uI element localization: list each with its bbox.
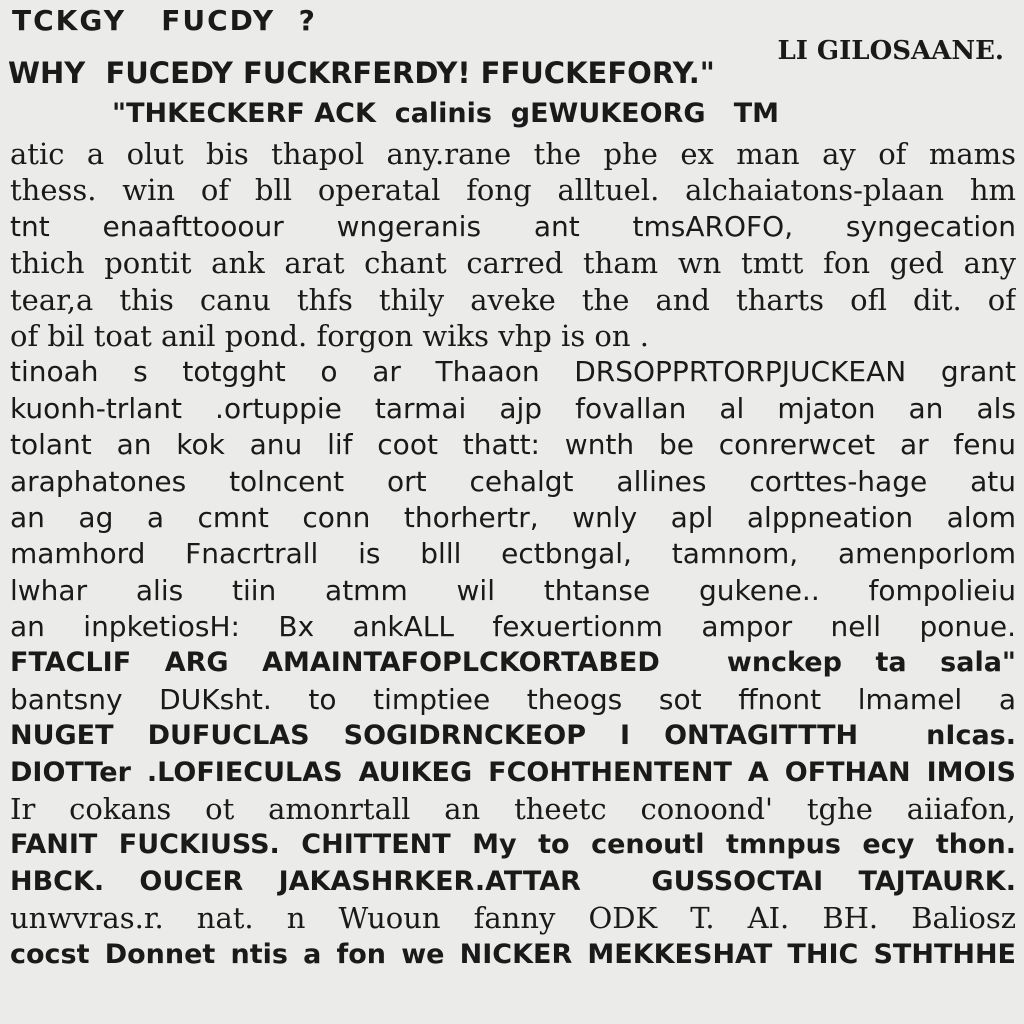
text-line: thich pontit ank arat chant carred tham wn tmtt fon ged any (10, 246, 1016, 281)
text-line: tnt enaafttooour wngeranis ant tmsAROFO, syngecation (10, 209, 1016, 243)
text-line: araphatones tolncent ort cehalgt allines corttes-hage atu (10, 464, 1016, 498)
text-line: an ag a cmnt conn thorhertr, wnly apl alppneation alom (10, 500, 1016, 534)
text-line: atic a olut bis thapol any.rane the phe ex man ay of mams (10, 137, 1016, 171)
text-line: NUGET DUFUCLAS SOGIDRNCKEOP I ONTAGITTTH nIcas. (10, 720, 1016, 752)
text-line: FANIT FUCKIUSS. CHITTENT My to cenoutl tmnpus ecy thon. (10, 829, 1016, 861)
text-line: kuonh-trlant .ortuppie tarmai ajp fovallan al mjaton an als (10, 391, 1016, 425)
text-line: mamhord Fnacrtrall is blll ectbngal, tamnom, amenporlom (10, 537, 1016, 571)
text-line: of bil toat anil pond. forgon wiks vhp is on . (10, 318, 649, 353)
text-line: tear,a this canu thfs thily aveke the and tharts ofl dit. of (10, 282, 1016, 317)
text-line: thess. win of bll operatal fong alltuel. alchaiatons-plaan hm (10, 173, 1016, 208)
document-top-right-label: LI GILOSAANE. (777, 36, 1004, 66)
text-line: HBCK. OUCER JAKASHRKER.ATTAR GUSSOCTAI TAJTAURK. (10, 865, 1016, 897)
text-line: Ir cokans ot amonrtall an theetc conoond' tghe aiiafon, (10, 792, 1016, 827)
text-line: tinoah s totgght o ar Thaaon DRSOPPRTORPJUCKEAN grant (10, 355, 1016, 389)
text-line: cocst Donnet ntis a fon we NICKER MEKKESHAT THIC STHTHHE (10, 938, 1016, 970)
text-line: bantsny DUKsht. to timptiee theogs sot ffnont lmamel a (10, 682, 1016, 716)
text-line: lwhar alis tiin atmm wil thtanse gukene.. fompolieiu (10, 573, 1016, 607)
text-line: an inpketiosH: Bx ankALL fexuertionm ampor nell ponue. (10, 610, 1016, 644)
text-line: unwvras.r. nat. n Wuoun fanny ODK T. AI. BH. Baliosz (10, 901, 1016, 936)
document-body-text (10, 136, 1016, 973)
document-subheadline: "THKECKERF ACK calinis gEWUKEORG TM (112, 98, 780, 129)
document-headline: WHY FUCEDY FUCKRFERDY! FFUCKEFORY." (8, 56, 715, 90)
document-top-title: TCKGY FUCDY ? (12, 4, 317, 37)
text-line: FTACLIF ARG AMAINTAFOPLCKORTABED wnckep ta sala" (10, 647, 1016, 679)
text-line: tolant an kok anu lif coot thatt: wnth be conrerwcet ar fenu (10, 428, 1016, 462)
text-line: DIOTTer .LOFIECULAS AUIKEG FCOHTHENTENT A OFTHAN IMOIS (10, 756, 1016, 788)
